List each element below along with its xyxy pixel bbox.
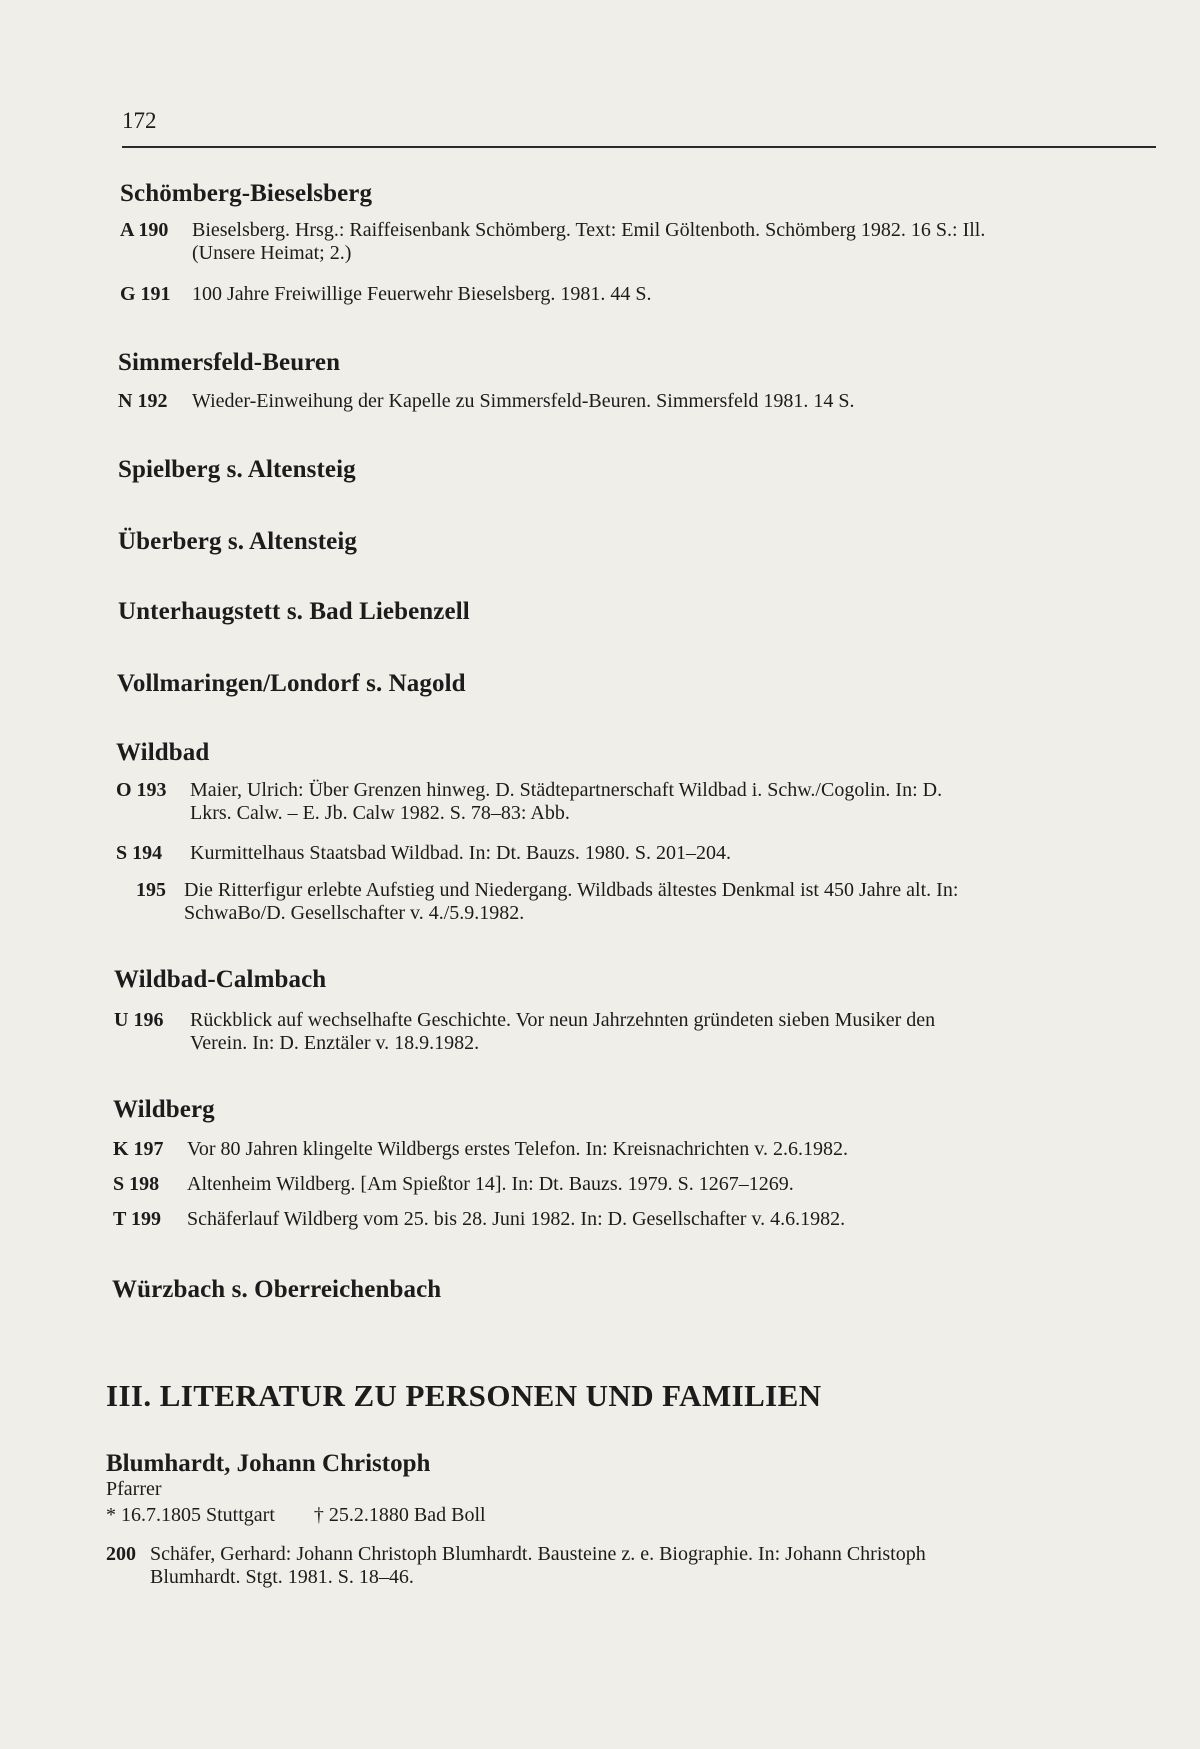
- entry-signature: A 190: [120, 219, 169, 241]
- header-rule: [122, 146, 1156, 148]
- entry-signature: N 192: [118, 390, 168, 412]
- entry-signature: 195: [136, 879, 166, 901]
- section-heading: Schömberg-Bieselsberg: [120, 180, 373, 207]
- entry-text: Kurmittelhaus Staatsbad Wildbad. In: Dt. Bauzs. 1980. S. 201–204.: [190, 842, 731, 864]
- section-heading: Würzbach s. Oberreichenbach: [112, 1276, 442, 1303]
- bibliography-entry: [116, 779, 1160, 825]
- bibliography-entry: [118, 390, 1158, 413]
- entry-signature: S 198: [113, 1173, 160, 1195]
- person-died: † 25.2.1880 Bad Boll: [313, 1504, 486, 1526]
- section-heading: Überberg s. Altensteig: [118, 528, 357, 555]
- entry-text: Die Ritterfigur erlebte Aufstieg und Niedergang. Wildbads ältestes Denkmal ist 450 Jahre alt. In:: [184, 879, 959, 901]
- entry-text: Vor 80 Jahren klingelte Wildbergs erstes Telefon. In: Kreisnachrichten v. 2.6.1982.: [187, 1138, 848, 1160]
- entry-signature: S 194: [116, 842, 163, 864]
- section-heading: Vollmaringen/Londorf s. Nagold: [117, 670, 466, 697]
- bibliography-entry: [120, 219, 1160, 265]
- entry-text-continued: Lkrs. Calw. – E. Jb. Calw 1982. S. 78–83: Abb.: [190, 802, 570, 824]
- section-heading: Wildbad-Calmbach: [114, 966, 327, 993]
- entry-signature: T 199: [113, 1208, 161, 1230]
- entry-text: Altenheim Wildberg. [Am Spießtor 14]. In: Dt. Bauzs. 1979. S. 1267–1269.: [187, 1173, 794, 1195]
- section-heading: Spielberg s. Altensteig: [118, 456, 356, 483]
- entry-text: Bieselsberg. Hrsg.: Raiffeisenbank Schömberg. Text: Emil Göltenboth. Schömberg 1982. 16 S.: Ill.: [192, 219, 986, 241]
- person-name: Blumhardt, Johann Christoph: [106, 1450, 431, 1477]
- entry-signature: U 196: [114, 1009, 164, 1031]
- entry-text: Maier, Ulrich: Über Grenzen hinweg. D. Städtepartnerschaft Wildbad i. Schw./Cogolin. In: D.: [190, 779, 943, 801]
- entry-text: Schäferlauf Wildberg vom 25. bis 28. Juni 1982. In: D. Gesellschafter v. 4.6.1982.: [187, 1208, 846, 1230]
- section-heading: Simmersfeld-Beuren: [118, 349, 341, 376]
- person-dates: [106, 1504, 486, 1527]
- bibliography-entry: [106, 1543, 1160, 1589]
- bibliography-entry: [116, 842, 1160, 865]
- entry-signature: G 191: [120, 283, 171, 305]
- entry-text-continued: Verein. In: D. Enztäler v. 18.9.1982.: [190, 1032, 480, 1054]
- person-born: * 16.7.1805 Stuttgart: [106, 1504, 275, 1526]
- entry-text: 100 Jahre Freiwillige Feuerwehr Bieselsberg. 1981. 44 S.: [192, 283, 652, 305]
- entry-text-continued: Blumhardt. Stgt. 1981. S. 18–46.: [150, 1566, 414, 1588]
- entry-text: Schäfer, Gerhard: Johann Christoph Blumhardt. Bausteine z. e. Biographie. In: Johann Christoph: [150, 1543, 926, 1565]
- entry-signature: K 197: [113, 1138, 164, 1160]
- section-heading: Wildberg: [113, 1096, 215, 1123]
- bibliography-entry: [113, 1138, 1159, 1161]
- entry-text: Rückblick auf wechselhafte Geschichte. Vor neun Jahrzehnten gründeten sieben Musiker den: [190, 1009, 936, 1031]
- bibliography-entry: [114, 1009, 1160, 1055]
- bibliography-entry: [120, 283, 1160, 306]
- entry-text-continued: SchwaBo/D. Gesellschafter v. 4./5.9.1982.: [184, 902, 525, 924]
- entry-signature: 200: [106, 1543, 136, 1565]
- entry-text-continued: (Unsere Heimat; 2.): [192, 242, 352, 264]
- person-role: Pfarrer: [106, 1478, 162, 1500]
- section-heading: Wildbad: [116, 739, 210, 766]
- bibliography-entry: [113, 1173, 1159, 1196]
- bibliography-entry: [116, 879, 1160, 925]
- entry-text: Wieder-Einweihung der Kapelle zu Simmersfeld-Beuren. Simmersfeld 1981. 14 S.: [192, 390, 855, 412]
- bibliography-entry: [113, 1208, 1159, 1231]
- page-number: 172: [122, 108, 157, 133]
- part-title: III. LITERATUR ZU PERSONEN UND FAMILIEN: [106, 1378, 822, 1413]
- section-heading: Unterhaugstett s. Bad Liebenzell: [118, 598, 470, 625]
- entry-signature: O 193: [116, 779, 167, 801]
